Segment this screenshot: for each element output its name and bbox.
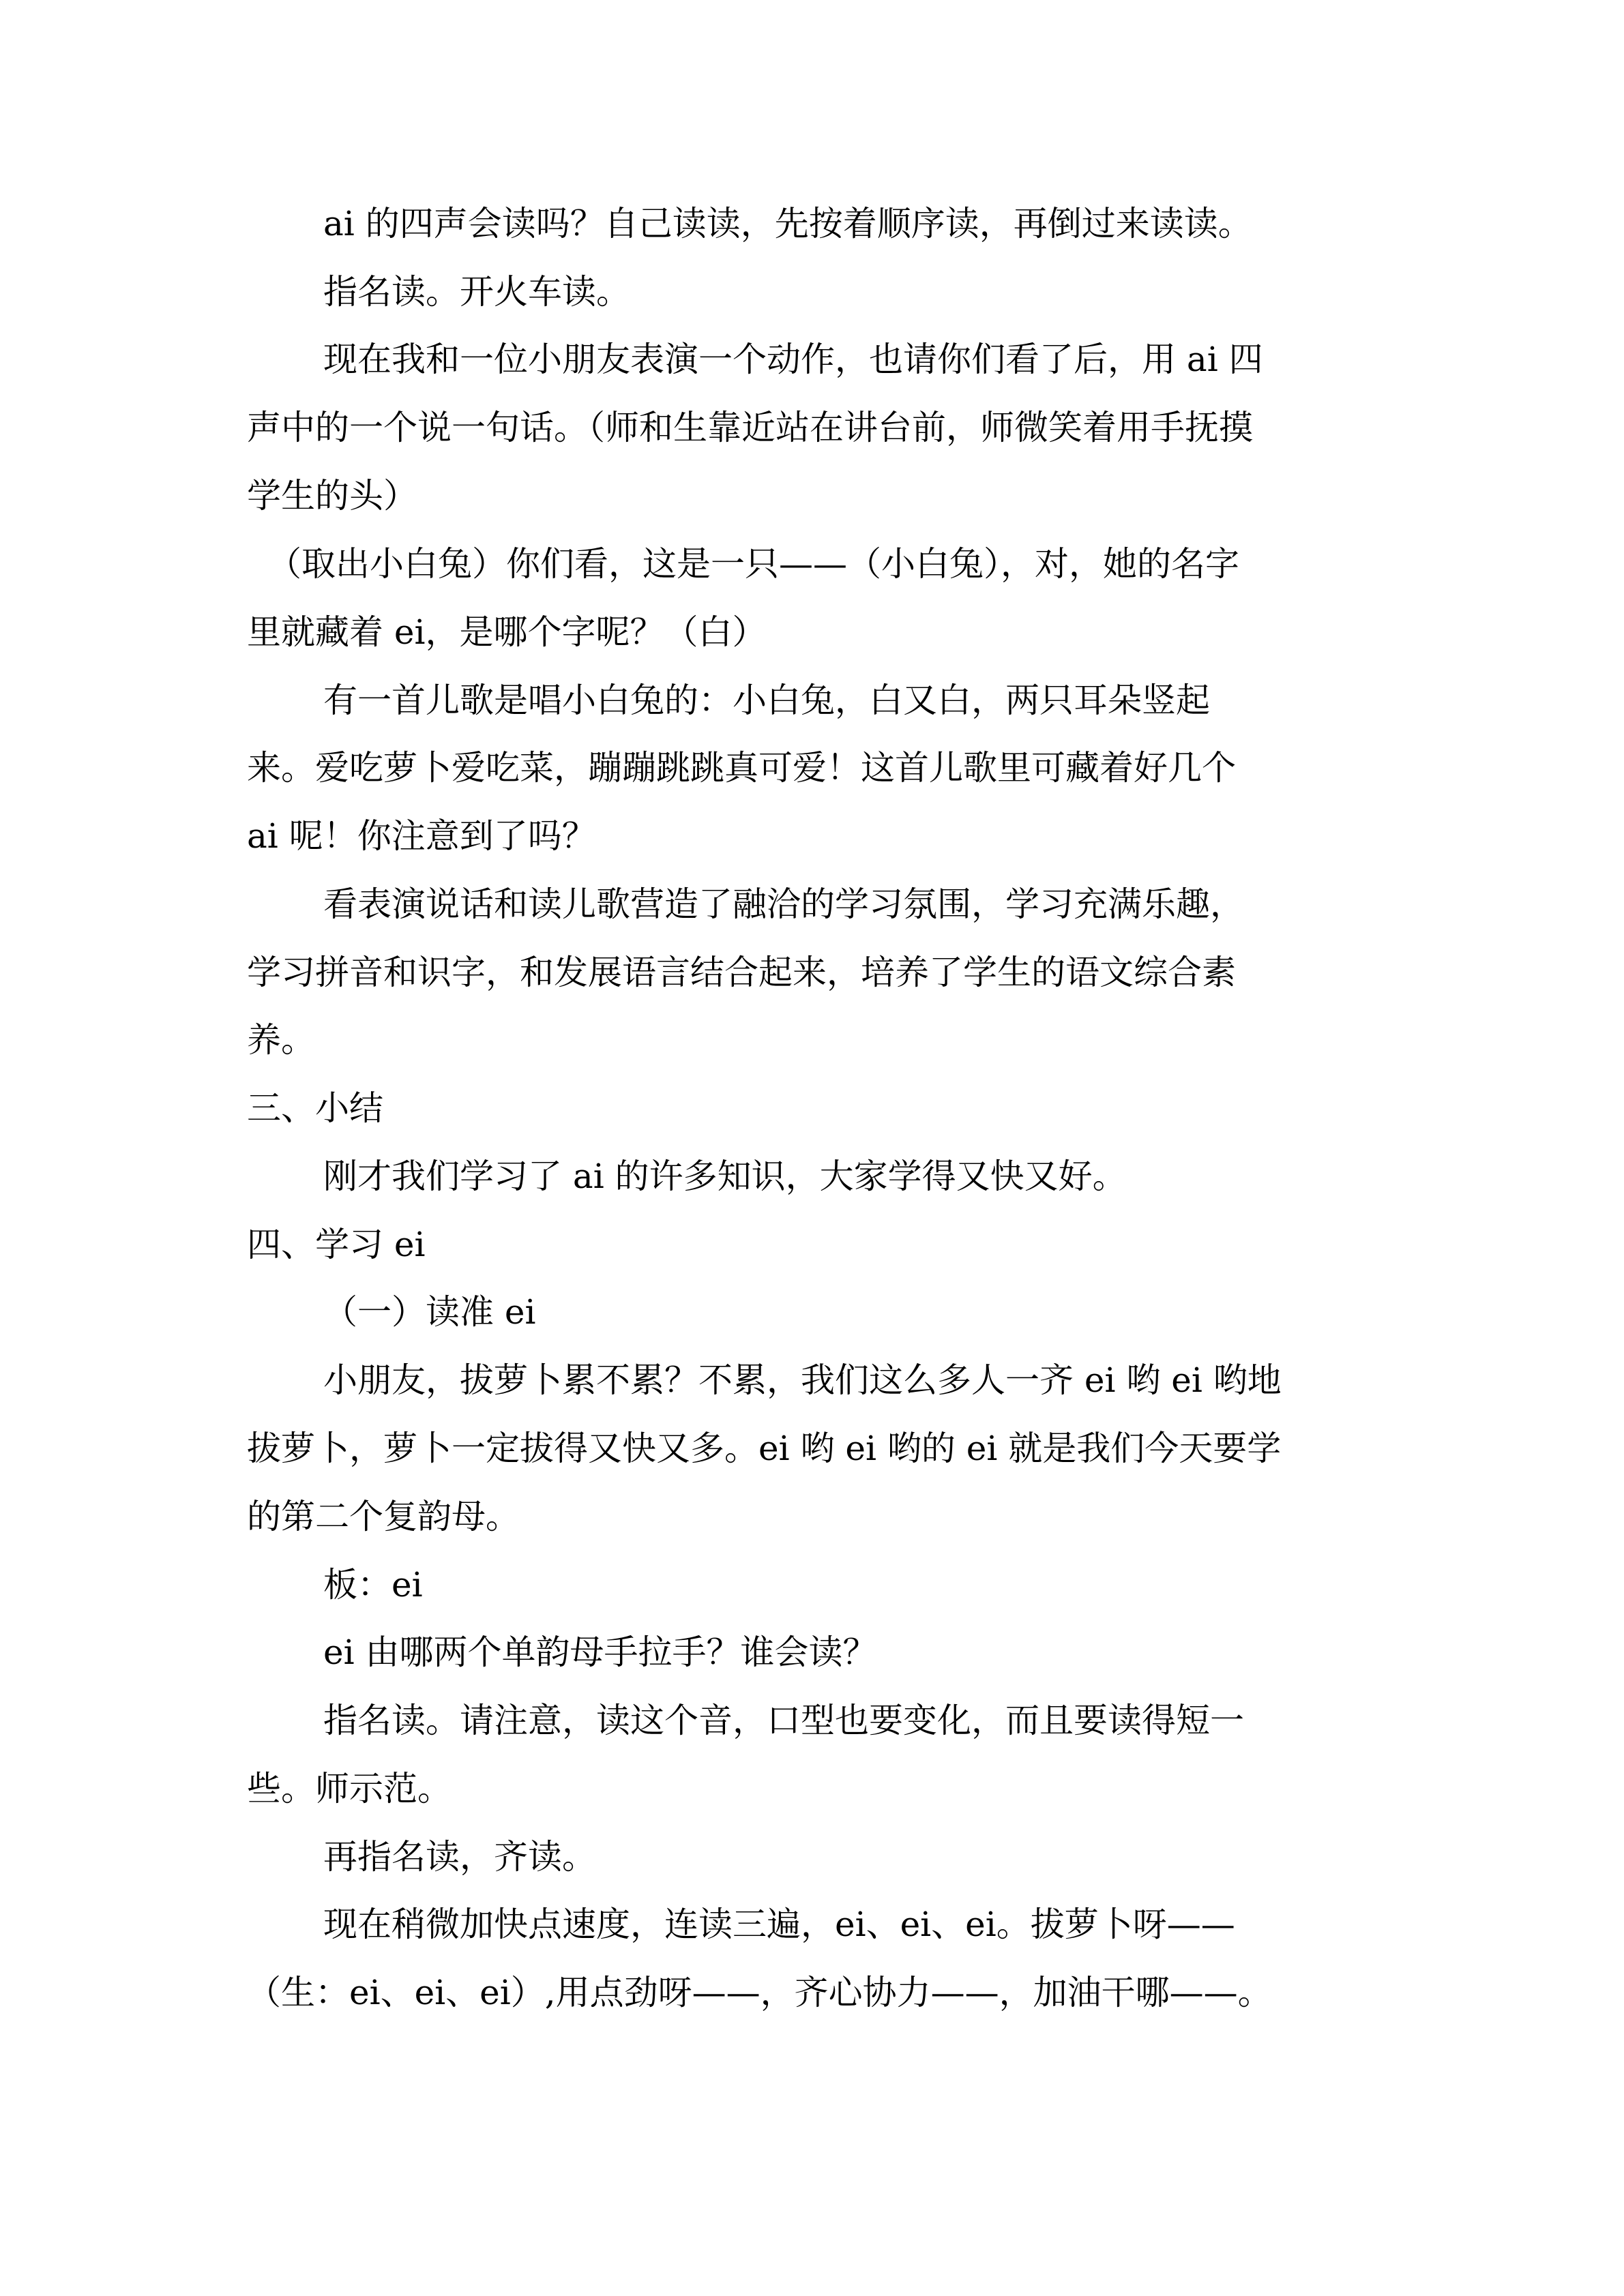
text-line: 的第二个复韵母。 (247, 1497, 520, 1536)
text-line: ei 由哪两个单韵母手拉手？谁会读？ (323, 1632, 877, 1672)
section-heading: 三、小结 (247, 1088, 383, 1128)
text-line: 现在我和一位小朋友表演一个动作，也请你们看了后，用 ai 四 (323, 340, 1263, 379)
text-line: ai 的四声会读吗？自己读读，先按着顺序读，再倒过来读读。 (323, 204, 1252, 243)
text-line: 指名读。开火车读。 (323, 272, 630, 312)
text-line: 学生的头） (247, 476, 417, 516)
section-heading: 四、学习 ei (247, 1225, 426, 1264)
text-line: 些。师示范。 (247, 1769, 452, 1808)
text-line: 来。爱吃萝卜爱吃菜，蹦蹦跳跳真可爱！这首儿歌里可藏着好几个 (247, 748, 1236, 788)
text-line: 再指名读，齐读。 (323, 1837, 596, 1877)
text-line: 现在稍微加快点速度，连读三遍，ei、ei、ei。拔萝卜呀—— (323, 1905, 1235, 1944)
text-line: 指名读。请注意，读这个音，口型也要变化，而且要读得短一 (323, 1701, 1244, 1740)
text-line: 小朋友，拔萝卜累不累？不累，我们这么多人一齐 ei 哟 ei 哟地 (323, 1360, 1282, 1400)
text-line: 板：ei (323, 1565, 423, 1605)
text-line: （取出小白兔）你们看，这是一只——（小白兔），对，她的名字 (267, 544, 1239, 584)
text-line: 养。 (247, 1020, 315, 1060)
text-line: 拔萝卜，萝卜一定拔得又快又多。ei 哟 ei 哟的 ei 就是我们今天要学 (247, 1429, 1282, 1468)
text-line: 学习拼音和识字，和发展语言结合起来，培养了学生的语文综合素 (247, 953, 1236, 992)
subsection-heading: （一）读准 ei (323, 1292, 536, 1332)
text-line: 里就藏着 ei，是哪个字呢？（白） (247, 612, 767, 652)
text-line: 看表演说话和读儿歌营造了融洽的学习氛围，学习充满乐趣， (323, 884, 1244, 924)
text-line: 刚才我们学习了 ai 的许多知识，大家学得又快又好。 (323, 1157, 1127, 1196)
text-line: 有一首儿歌是唱小白兔的：小白兔，白又白，两只耳朵竖起 (323, 681, 1210, 720)
text-line: （生：ei、ei、ei）,用点劲呀——，齐心协力——，加油干哪——。 (247, 1973, 1272, 2012)
text-line: ai 呢！你注意到了吗？ (247, 816, 596, 856)
text-line: 声中的一个说一句话。（师和生靠近站在讲台前，师微笑着用手抚摸 (247, 408, 1253, 447)
